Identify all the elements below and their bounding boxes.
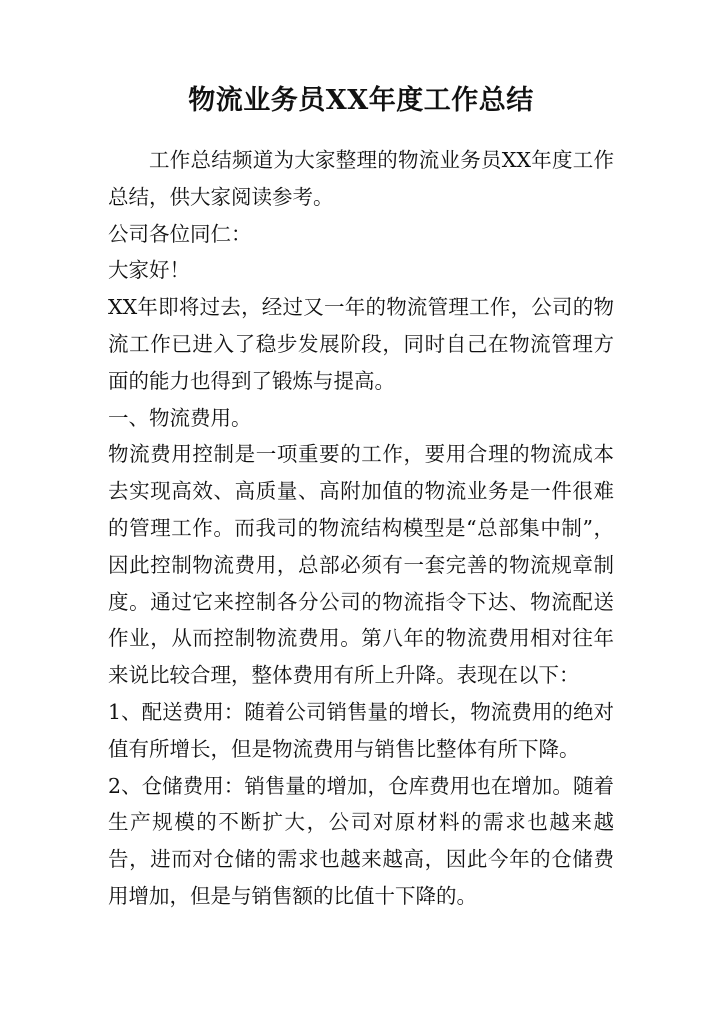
section-heading-logistics-costs: 一、物流费用。 <box>108 405 252 430</box>
greeting: 大家好！ <box>108 258 190 283</box>
delivery-costs-item: 1、配送费用：随着公司销售量的增长，物流费用的绝对值有所增长，但是物流费用与销售比整体有所下降。 <box>108 699 614 761</box>
document-title: 物流业务员XX年度工作总结 <box>188 85 534 116</box>
intro-paragraph: 工作总结频道为大家整理的物流业务员XX年度工作总结，供大家阅读参考。 <box>108 148 614 209</box>
salutation: 公司各位同仁： <box>108 221 252 246</box>
logistics-costs-paragraph: 物流费用控制是一项重要的工作，要用合理的物流成本去实现高效、高质量、高附加值的物流业务是一件很难的管理工作。而我司的物流结构模型是“总部集中制”，因此控制物流费用，总部必须有一套完善的物流规章制度。通过它来控制各分公司的物流指令下达、物流配送作业，从而控制物流费用。第八年的物流费用相对往年来说比较合理，整体费用有所上升降。表现在以下： <box>108 442 614 688</box>
storage-costs-item: 2、仓储费用：销售量的增加，仓库费用也在增加。随着生产规模的不断扩大，公司对原材料的需求也越来越告，进而对仓储的需求也越来越高，因此今年的仓储费用增加，但是与销售额的比值十下降的。 <box>108 773 614 908</box>
opening-paragraph: XX年即将过去，经过又一年的物流管理工作，公司的物流工作已进入了稳步发展阶段，同时自己在物流管理方面的能力也得到了锻炼与提高。 <box>108 295 614 393</box>
